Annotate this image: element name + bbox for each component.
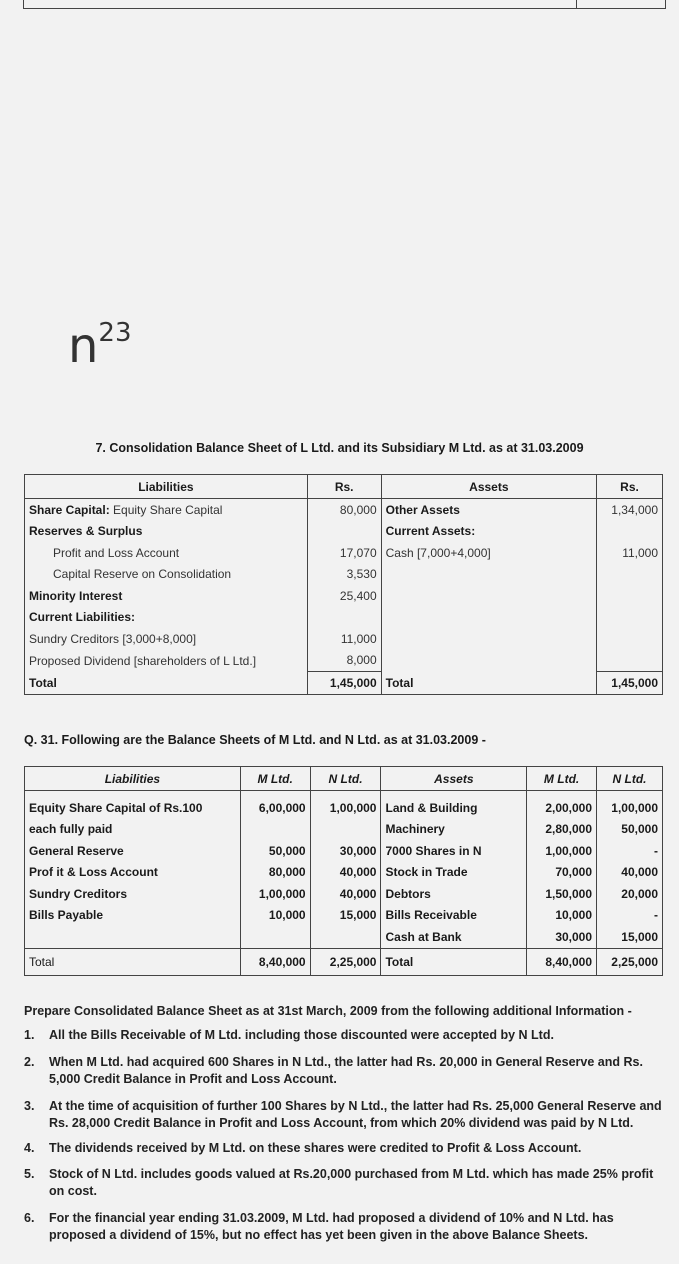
liability-m-ltd-cell: [240, 819, 310, 841]
item-number: 2.: [24, 1055, 35, 1069]
asset-amount: 1,34,000: [597, 499, 663, 521]
liability-cell: [25, 542, 308, 564]
asset-heading: Other Assets: [385, 502, 460, 517]
total-liabilities: 1,45,000: [307, 672, 381, 695]
item-text: For the financial year ending 31.03.2009, M Ltd. had proposed a dividend of 10% and N Ltd. has proposed a dividend of 15%, but no effect has yet been given in the above Balance Sheets.: [49, 1211, 614, 1242]
logo-superscript: 23: [98, 318, 132, 348]
header-assets: Assets: [381, 475, 596, 499]
item-number: 5.: [24, 1167, 35, 1181]
liability-m-ltd-cell: 6,00,000: [240, 791, 310, 819]
asset-cell: [381, 585, 596, 607]
liability-item: Sundry Creditors [3,000+8,000]: [29, 631, 197, 646]
liability-m-ltd-cell: 50,000: [240, 840, 310, 862]
asset-m-ltd-cell: 1,50,000: [527, 883, 597, 905]
header-n-ltd: N Ltd.: [310, 767, 381, 791]
liability-cell: [25, 499, 308, 521]
asset-cell: Machinery: [381, 819, 527, 841]
liability-amount: 80,000: [307, 499, 381, 521]
table-row: [25, 862, 663, 884]
item-number: 4.: [24, 1141, 35, 1155]
liability-amount: 17,070: [307, 542, 381, 564]
question-heading: Q. 31. Following are the Balance Sheets of M Ltd. and N Ltd. as at 31.03.2009 -: [24, 733, 486, 747]
item-number: 3.: [24, 1099, 35, 1113]
total-liability-m-ltd: 8,40,000: [240, 948, 310, 975]
liability-cell: each fully paid: [29, 822, 113, 837]
total-asset-n-ltd: 2,25,000: [597, 948, 663, 975]
asset-amount: [597, 564, 663, 586]
liability-n-ltd-cell: [310, 926, 381, 948]
asset-m-ltd-cell: 1,00,000: [527, 840, 597, 862]
asset-cell: Cash at Bank: [381, 926, 527, 948]
list-item: [24, 1054, 664, 1088]
asset-amount: [597, 628, 663, 650]
liability-heading: Reserves & Surplus: [29, 524, 143, 539]
total-liability-n-ltd: 2,25,000: [310, 948, 381, 975]
asset-n-ltd-cell: -: [597, 905, 663, 927]
asset-amount: [597, 607, 663, 629]
table-row: [25, 564, 663, 586]
previous-table-fragment: [23, 0, 666, 9]
table-row: [25, 628, 663, 650]
liability-cell: Bills Payable: [29, 908, 104, 923]
table-row: [25, 585, 663, 607]
table-row: [25, 840, 663, 862]
liability-heading: Current Liabilities:: [29, 610, 136, 625]
liability-amount: 25,400: [307, 585, 381, 607]
asset-m-ltd-cell: 30,000: [527, 926, 597, 948]
asset-cell: 7000 Shares in N: [381, 840, 527, 862]
asset-n-ltd-cell: -: [597, 840, 663, 862]
header-rs: Rs.: [597, 475, 663, 499]
asset-amount: 11,000: [597, 542, 663, 564]
total-liability: Total: [25, 948, 241, 975]
asset-m-ltd-cell: 2,00,000: [527, 791, 597, 819]
total-asset: Total: [381, 948, 527, 975]
asset-cell: Stock in Trade: [381, 862, 527, 884]
liability-n-ltd-cell: 40,000: [310, 862, 381, 884]
balance-sheets-table: [24, 766, 663, 976]
asset-cell: Land & Building: [381, 791, 527, 819]
header-rs: Rs.: [307, 475, 381, 499]
liability-m-ltd-cell: [240, 926, 310, 948]
header-assets: Assets: [381, 767, 527, 791]
list-item: [24, 1210, 664, 1244]
header-m-ltd: M Ltd.: [527, 767, 597, 791]
asset-cell: [381, 607, 596, 629]
total-assets: 1,45,000: [597, 672, 663, 695]
item-text: When M Ltd. had acquired 600 Shares in N Ltd., the latter had Rs. 20,000 in General Reserve and Rs. 5,000 Credit Balance in Profit and Loss Account.: [49, 1055, 643, 1086]
liability-n-ltd-cell: [310, 819, 381, 841]
list-item: [24, 1098, 664, 1132]
asset-cell: [381, 521, 596, 543]
asset-n-ltd-cell: 15,000: [597, 926, 663, 948]
header-m-ltd: M Ltd.: [240, 767, 310, 791]
liability-cell: [25, 926, 241, 948]
asset-n-ltd-cell: 40,000: [597, 862, 663, 884]
item-text: All the Bills Receivable of M Ltd. including those discounted were accepted by N Ltd.: [49, 1028, 554, 1042]
asset-cell: Debtors: [381, 883, 527, 905]
header-n-ltd: N Ltd.: [597, 767, 663, 791]
list-item: [24, 1166, 664, 1200]
liability-n-ltd-cell: 1,00,000: [310, 791, 381, 819]
asset-cell: [381, 564, 596, 586]
liability-amount: 8,000: [307, 650, 381, 672]
item-text: The dividends received by M Ltd. on these shares were credited to Profit & Loss Account.: [49, 1141, 582, 1155]
page-logo: [68, 318, 132, 374]
header-liabilities: Liabilities: [25, 475, 308, 499]
liability-item: Profit and Loss Account: [53, 545, 180, 560]
liability-cell: [25, 650, 308, 672]
total-label: Total: [29, 675, 57, 690]
list-item: [24, 1027, 664, 1044]
table-row: [25, 542, 663, 564]
liability-cell: Sundry Creditors: [29, 886, 128, 901]
item-text: At the time of acquisition of further 100 Shares by N Ltd., the latter had Rs. 25,000 General Reserve and Rs. 28,000 Credit Balance in Profit and Loss Account, from which 20% dividend was paid by N Ltd.: [49, 1099, 662, 1130]
header-liabilities: Liabilities: [25, 767, 241, 791]
liability-cell: [25, 585, 308, 607]
liability-amount: 11,000: [307, 628, 381, 650]
table-header: [25, 475, 663, 499]
liability-n-ltd-cell: 40,000: [310, 883, 381, 905]
asset-cell: [381, 499, 596, 521]
table-row: [25, 650, 663, 672]
table-row: [25, 905, 663, 927]
asset-item: Cash [7,000+4,000]: [385, 545, 491, 560]
item-number: 1.: [24, 1028, 35, 1042]
table-row: [25, 791, 663, 819]
liability-item: Capital Reserve on Consolidation: [53, 567, 232, 582]
asset-cell: Bills Receivable: [381, 905, 527, 927]
liability-m-ltd-cell: 80,000: [240, 862, 310, 884]
table-row: [25, 521, 663, 543]
total-row: [25, 672, 663, 695]
asset-amount: [597, 650, 663, 672]
asset-cell: [381, 628, 596, 650]
liability-heading: Share Capital:: [29, 502, 110, 517]
liability-cell: [25, 521, 308, 543]
liability-heading: Minority Interest: [29, 588, 123, 603]
asset-n-ltd-cell: 1,00,000: [597, 791, 663, 819]
liability-cell: [25, 564, 308, 586]
asset-heading: Current Assets:: [385, 524, 476, 539]
consolidated-balance-sheet-table: [24, 474, 663, 695]
section7-title: 7. Consolidation Balance Sheet of L Ltd. and its Subsidiary M Ltd. as at 31.03.2009: [95, 441, 584, 455]
total-label: Total: [381, 672, 596, 695]
asset-m-ltd-cell: 2,80,000: [527, 819, 597, 841]
liability-item: Equity Share Capital: [109, 502, 223, 517]
liability-n-ltd-cell: 15,000: [310, 905, 381, 927]
liability-cell: Equity Share Capital of Rs.100: [29, 800, 203, 815]
liability-amount: 3,530: [307, 564, 381, 586]
asset-m-ltd-cell: 10,000: [527, 905, 597, 927]
table-row: [25, 883, 663, 905]
asset-amount: [597, 521, 663, 543]
asset-amount: [597, 585, 663, 607]
liability-cell: Prof it & Loss Account: [29, 865, 158, 880]
liability-item: Proposed Dividend [shareholders of L Ltd.]: [29, 653, 257, 668]
liability-amount: [307, 607, 381, 629]
total-asset-m-ltd: 8,40,000: [527, 948, 597, 975]
total-row: [25, 948, 663, 975]
table-row: [25, 499, 663, 521]
item-number: 6.: [24, 1211, 35, 1225]
liability-m-ltd-cell: 1,00,000: [240, 883, 310, 905]
table-row: [25, 926, 663, 948]
table-row: [25, 607, 663, 629]
asset-cell: [381, 542, 596, 564]
liability-amount: [307, 521, 381, 543]
table-header: [25, 767, 663, 791]
item-text: Stock of N Ltd. includes goods valued at Rs.20,000 purchased from M Ltd. which has made 25% profit on cost.: [49, 1167, 654, 1198]
asset-m-ltd-cell: 70,000: [527, 862, 597, 884]
liability-n-ltd-cell: 30,000: [310, 840, 381, 862]
liability-m-ltd-cell: 10,000: [240, 905, 310, 927]
liability-cell: [25, 628, 308, 650]
table-row: [25, 819, 663, 841]
asset-n-ltd-cell: 50,000: [597, 819, 663, 841]
asset-n-ltd-cell: 20,000: [597, 883, 663, 905]
liability-cell: General Reserve: [29, 843, 124, 858]
logo-text: n: [68, 318, 99, 374]
asset-cell: [381, 650, 596, 672]
list-item: [24, 1140, 664, 1157]
liability-cell: [25, 607, 308, 629]
instructions: Prepare Consolidated Balance Sheet as at 31st March, 2009 from the following additional Information -: [24, 1004, 632, 1018]
